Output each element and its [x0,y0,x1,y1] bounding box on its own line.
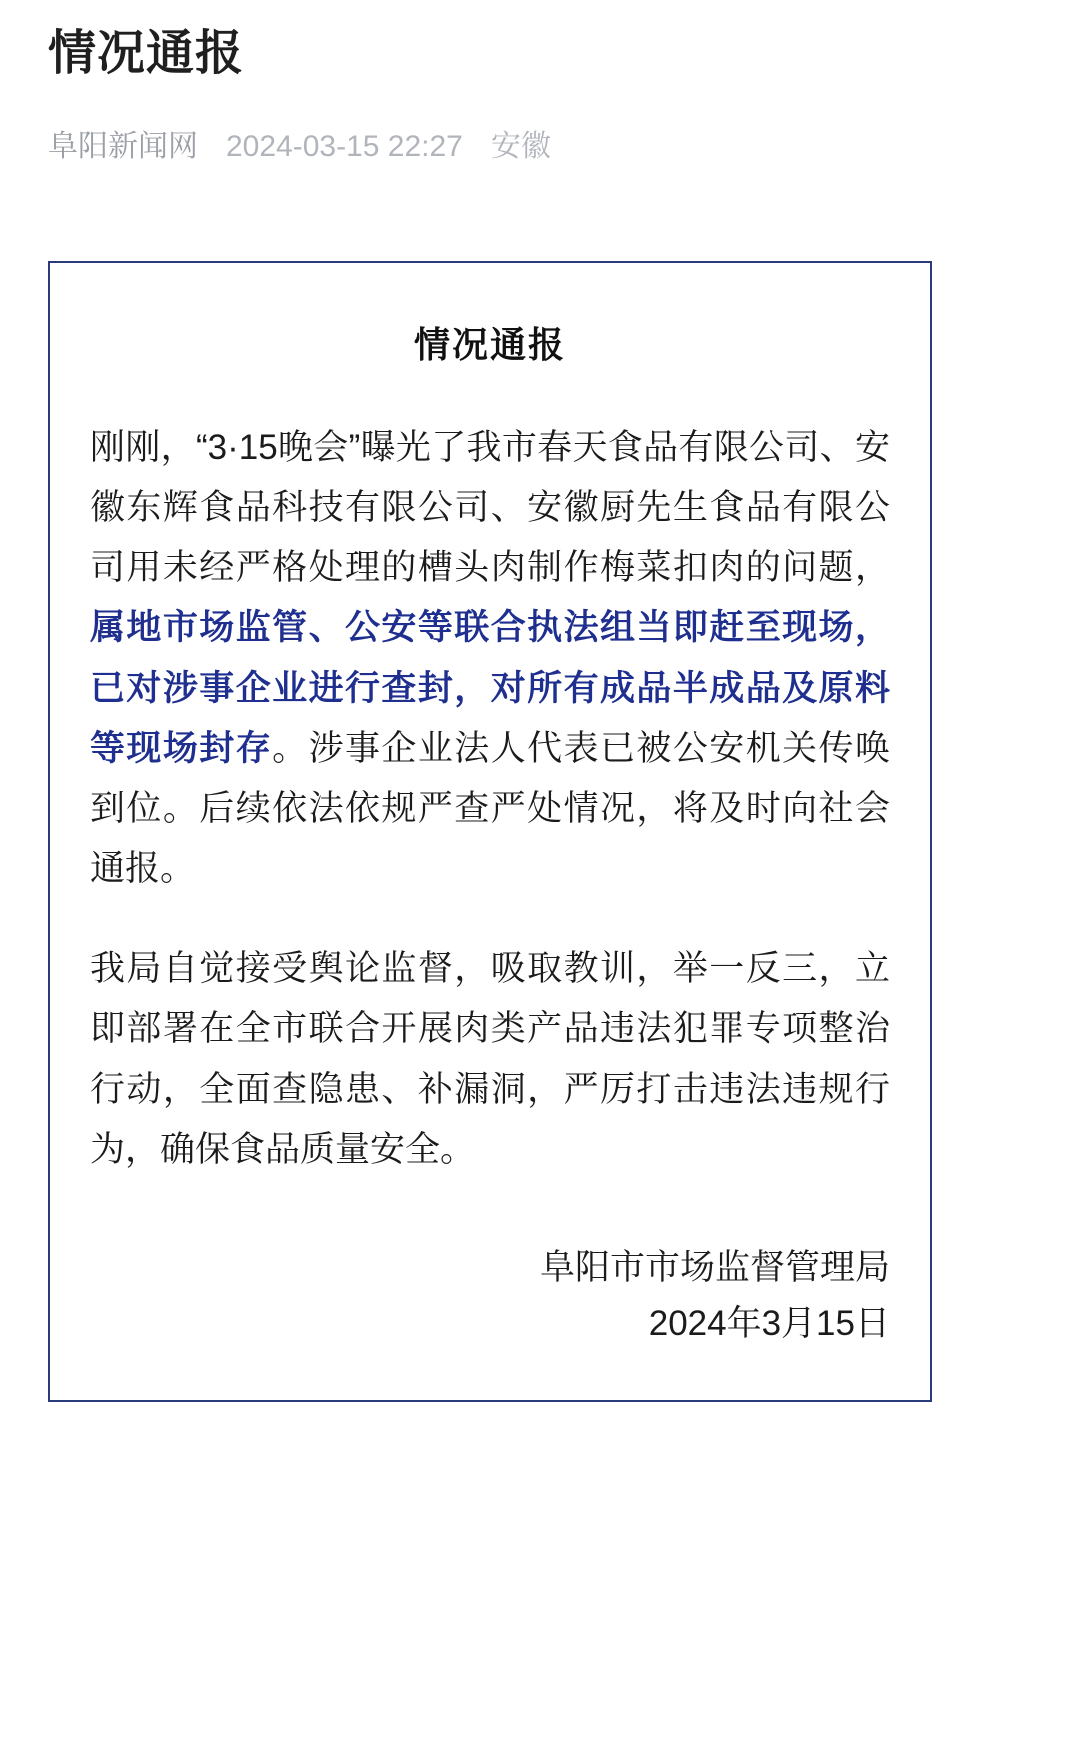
meta-region: 安徽 [490,129,551,163]
page-title: 情况通报 [48,27,245,80]
notice-body [90,418,890,1180]
notice-paragraph-2: 我局自觉接受舆论监督，吸取教训，举一反三，立即部署在全市联合开展肉类产品违法犯罪专项整治行动，全面查隐患、补漏洞，严厉打击违法违规行为，确保食品质量安全。 [90,949,890,1169]
notice-signature [90,1240,890,1352]
notice-card [48,261,932,1402]
article-meta [48,121,1032,165]
notice-paragraph-1-lead: 刚刚，“3·15晚会”曝光了我市春天食品有限公司、安徽东辉食品科技有限公司、安徽厨先生食品有限公司用未经严格处理的槽头肉制作梅菜扣肉的问题， [90,427,890,588]
signature-date: 2024年3月15日 [648,1304,890,1344]
meta-source[interactable]: 阜阳新闻网 [48,129,198,163]
signature-organization: 阜阳市市场监督管理局 [539,1248,890,1288]
notice-paragraph-1 [90,418,890,900]
notice-paragraph-1-tail: 。涉事企业法人代表已被公安机关传唤到位。后续依法依规严查严处情况，将及时向社会通报。 [90,728,890,889]
notice-paragraph-1-highlight: 属地市场监管、公安等联合执法组当即赶至现场，已对涉事企业进行查封，对所有成品半成品及原料等现场封存 [90,608,890,768]
notice-heading: 情况通报 [413,323,566,365]
meta-datetime: 2024-03-15 22:27 [226,129,463,163]
